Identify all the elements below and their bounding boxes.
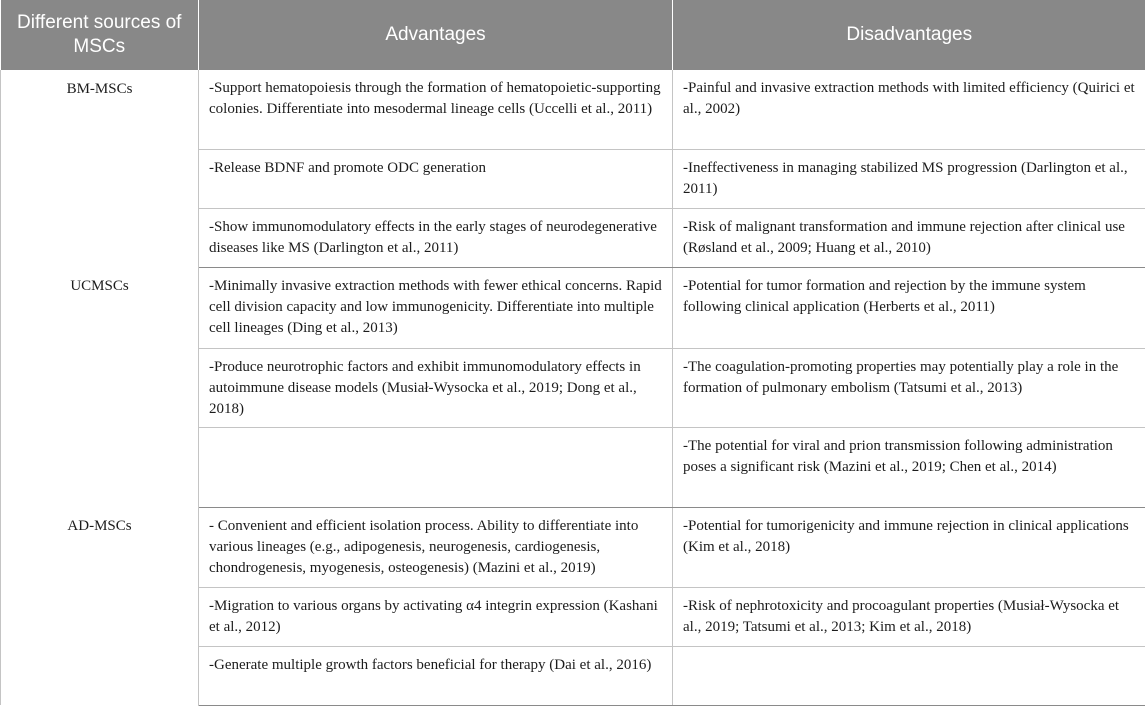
advantage-cell: -Minimally invasive extraction methods with fewer ethical concerns. Rapid cell division capacity and low immunogenicity. Differentiate into multiple cell lineages (Ding et al., 2013)	[199, 267, 673, 348]
source-cell-bm-mscs: BM-MSCs	[1, 70, 199, 267]
advantage-cell	[199, 427, 673, 507]
advantage-cell: -Migration to various organs by activating α4 integrin expression (Kashani et al., 2012)	[199, 587, 673, 646]
disadvantage-cell	[673, 646, 1145, 705]
advantage-cell: -Show immunomodulatory effects in the early stages of neurodegenerative diseases like MS (Darlington et al., 2011)	[199, 208, 673, 267]
source-cell-ucmscs: UCMSCs	[1, 267, 199, 507]
table-row	[1, 267, 1145, 348]
disadvantage-cell: -The potential for viral and prion transmission following administration poses a significant risk (Mazini et al., 2019; Chen et al., 2014)	[673, 427, 1145, 507]
disadvantage-cell: -Potential for tumorigenicity and immune rejection in clinical applications (Kim et al., 2018)	[673, 507, 1145, 587]
disadvantage-cell: -Potential for tumor formation and rejection by the immune system following clinical application (Herberts et al., 2011)	[673, 267, 1145, 348]
advantage-cell: -Support hematopoiesis through the formation of hematopoietic-supporting colonies. Differentiate into mesodermal lineage cells (Uccelli et al., 2011)	[199, 70, 673, 149]
source-cell-ad-mscs: AD-MSCs	[1, 507, 199, 705]
header-advantages: Advantages	[199, 0, 673, 70]
header-row	[1, 0, 1145, 70]
table-row	[1, 70, 1145, 149]
disadvantage-cell: -Risk of nephrotoxicity and procoagulant properties (Musiał-Wysocka et al., 2019; Tatsumi et al., 2013; Kim et al., 2018)	[673, 587, 1145, 646]
disadvantage-cell: -Painful and invasive extraction methods with limited efficiency (Quirici et al., 2002)	[673, 70, 1145, 149]
advantage-cell: - Convenient and efficient isolation process. Ability to differentiate into various lineages (e.g., adipogenesis, neurogenesis, cardiogenesis, chondrogenesis, myogenesis, osteogenesis) (Mazini et al., 2019)	[199, 507, 673, 587]
disadvantage-cell: -Ineffectiveness in managing stabilized MS progression (Darlington et al., 2011)	[673, 149, 1145, 208]
advantage-cell: -Release BDNF and promote ODC generation	[199, 149, 673, 208]
disadvantage-cell: -Risk of malignant transformation and immune rejection after clinical use (Røsland et al., 2009; Huang et al., 2010)	[673, 208, 1145, 267]
disadvantage-cell: -The coagulation-promoting properties may potentially play a role in the formation of pulmonary embolism (Tatsumi et al., 2013)	[673, 348, 1145, 427]
advantage-cell: -Generate multiple growth factors beneficial for therapy (Dai et al., 2016)	[199, 646, 673, 705]
table-row	[1, 507, 1145, 587]
advantage-cell: -Produce neurotrophic factors and exhibit immunomodulatory effects in autoimmune disease models (Musiał-Wysocka et al., 2019; Dong et al., 2018)	[199, 348, 673, 427]
header-sources: Different sources of MSCs	[1, 0, 199, 70]
header-disadvantages: Disadvantages	[673, 0, 1145, 70]
